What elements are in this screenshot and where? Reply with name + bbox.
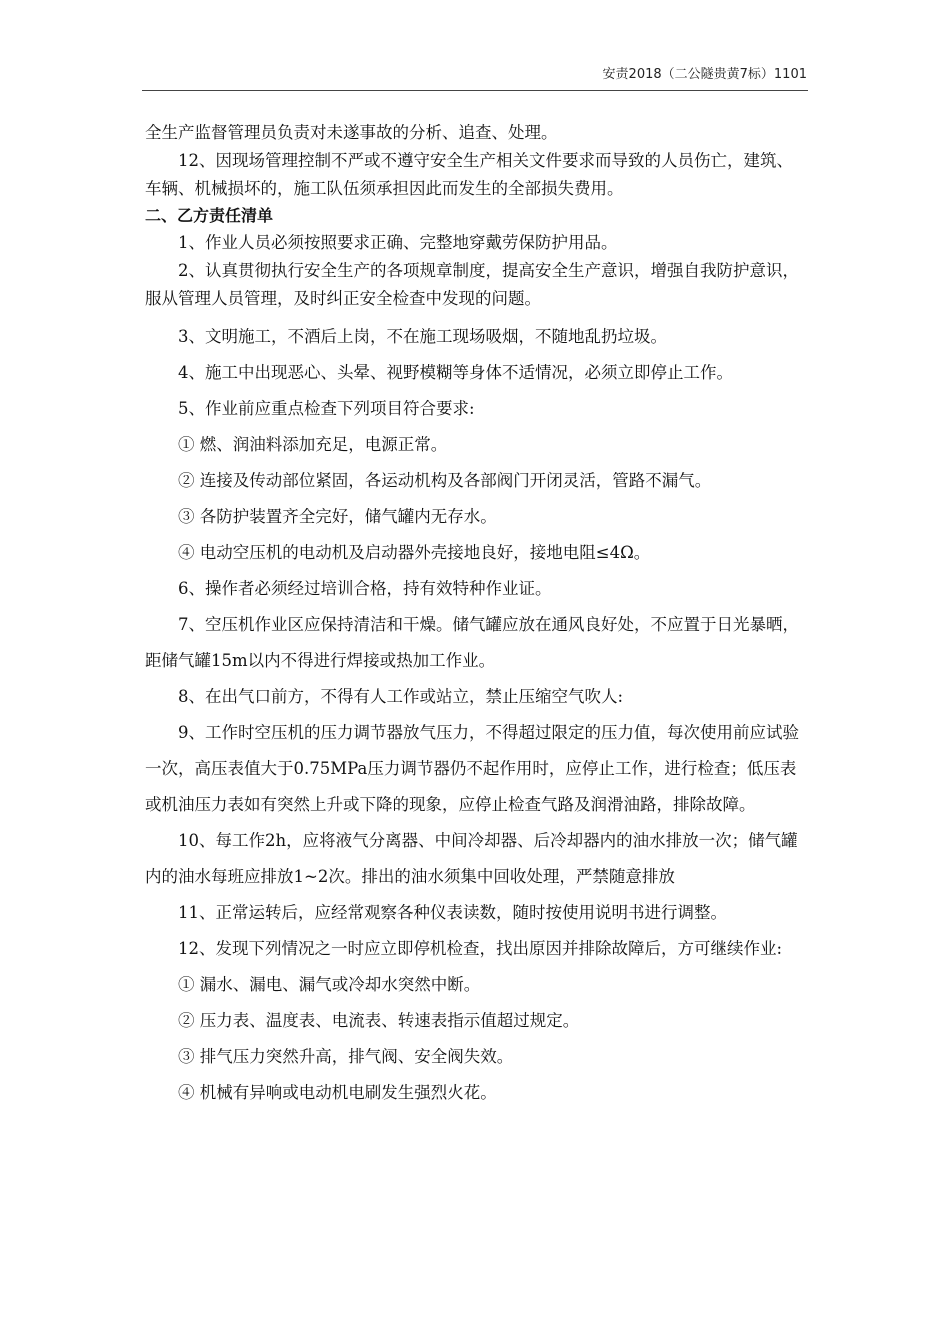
- clause-10-drainage: 10、每工作2h，应将液气分离器、中间冷却器、后冷却器内的油水排放一次；储气罐内的油水每班应排放1~2次。排出的油水须集中回收处理，严禁随意排放: [145, 831, 798, 886]
- inspection-item-3: ③ 各防护装置齐全完好，储气罐内无存水。: [178, 507, 497, 526]
- stop-condition-4: ④ 机械有异响或电动机电刷发生强烈火花。: [178, 1083, 497, 1102]
- clause-1-protective-equipment: 1、作业人员必须按照要求正确、完整地穿戴劳保防护用品。: [178, 233, 618, 252]
- stop-condition-2: ② 压力表、温度表、电流表、转速表指示值超过规定。: [178, 1011, 580, 1030]
- clause-4-stop-when-unwell: 4、施工中出现恶心、头晕、视野模糊等身体不适情况，必须立即停止工作。: [178, 363, 733, 382]
- header-divider: [142, 90, 808, 91]
- clause-7-work-area: 7、空压机作业区应保持清洁和干燥。储气罐应放在通风良好处，不应置于日光暴晒，距储气罐15m以内不得进行焊接或热加工作业。: [145, 615, 799, 670]
- inspection-item-2: ② 连接及传动部位紧固，各运动机构及各部阀门开闭灵活，管路不漏气。: [178, 471, 712, 490]
- running-header: 安责2018（二公隧贵黄7标）1101: [602, 67, 807, 82]
- section-title-party-b-responsibilities: 二、乙方责任清单: [145, 206, 274, 225]
- clause-2-safety-regulations: 2、认真贯彻执行安全生产的各项规章制度，提高安全生产意识，增强自我防护意识，服从管理人员管理，及时纠正安全检查中发现的问题。: [145, 261, 799, 308]
- clause-11-monitor-gauges: 11、正常运转后，应经常观察各种仪表读数，随时按使用说明书进行调整。: [178, 903, 727, 922]
- stop-condition-1: ① 漏水、漏电、漏气或冷却水突然中断。: [178, 975, 481, 994]
- inspection-item-4: ④ 电动空压机的电动机及启动器外壳接地良好，接地电阻≤4Ω。: [178, 543, 651, 562]
- clause-9-pressure-regulator: 9、工作时空压机的压力调节器放气压力，不得超过限定的压力值，每次使用前应试验一次，高压表值大于0.75MPa压力调节器仍不起作用时，应停止工作，进行检查；低压表或机油压力表如有突然上升或下降的现象，应停止检查气路及润滑油路，排除故障。: [145, 723, 799, 814]
- paragraph-continued: 全生产监督管理员负责对未遂事故的分析、追查、处理。: [145, 123, 558, 142]
- clause-12-stop-conditions: 12、发现下列情况之一时应立即停机检查，找出原因并排除故障后，方可继续作业:: [178, 939, 783, 958]
- inspection-item-1: ① 燃、润油料添加充足，电源正常。: [178, 435, 448, 454]
- stop-condition-3: ③ 排气压力突然升高，排气阀、安全阀失效。: [178, 1047, 514, 1066]
- document-body: [145, 119, 809, 1111]
- clause-8-air-outlet: 8、在出气口前方，不得有人工作或站立，禁止压缩空气吹人:: [178, 687, 624, 706]
- clause-12-loss-liability: 12、因现场管理控制不严或不遵守安全生产相关文件要求而导致的人员伤亡，建筑、车辆、机械损坏的，施工队伍须承担因此而发生的全部损失费用。: [145, 151, 793, 198]
- clause-3-civilized-construction: 3、文明施工，不酒后上岗，不在施工现场吸烟，不随地乱扔垃圾。: [178, 327, 667, 346]
- clause-5-pre-work-inspection: 5、作业前应重点检查下列项目符合要求:: [178, 399, 475, 418]
- clause-6-certification: 6、操作者必须经过培训合格，持有效特种作业证。: [178, 579, 552, 598]
